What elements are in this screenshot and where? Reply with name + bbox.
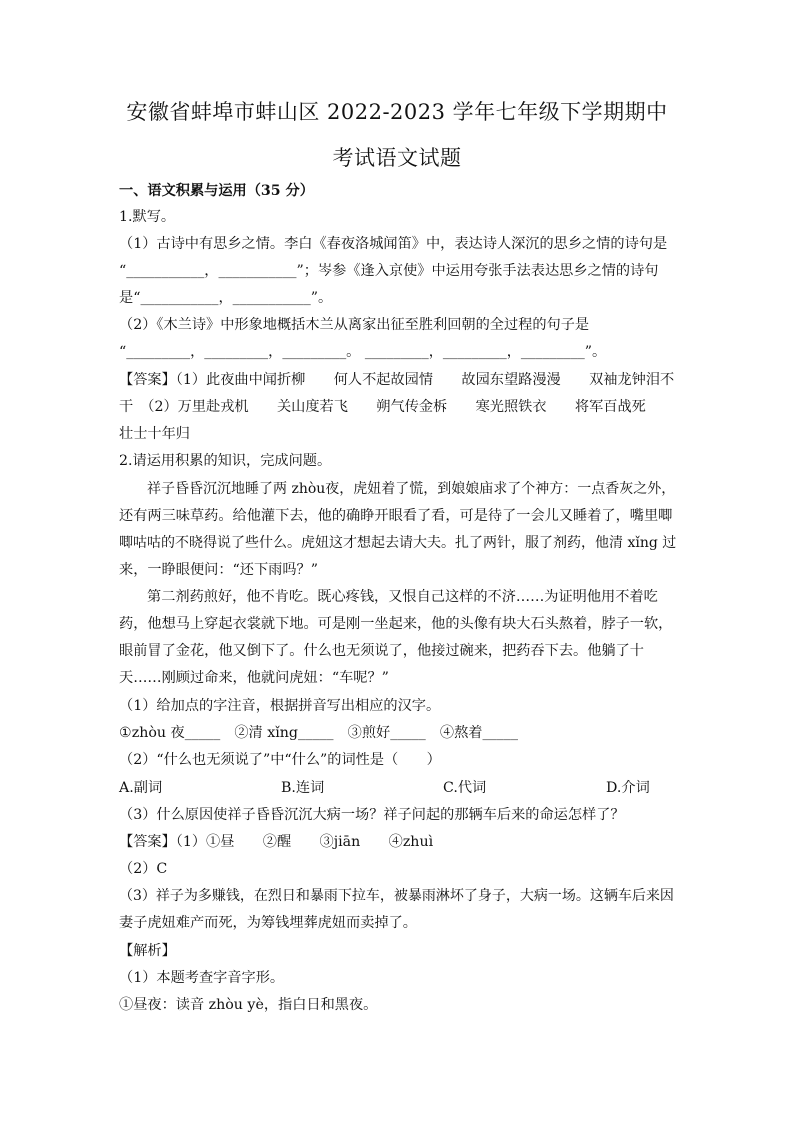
question-1-part2-line2: “_________，_________，_________。 _________，_________，_________”。 bbox=[119, 344, 607, 360]
passage-paragraph1-line4: 来，一睁眼便问：“还下雨吗？” bbox=[119, 562, 318, 578]
question-1-heading: 1.默写。 bbox=[119, 209, 176, 225]
question-2-answer-line4: 妻子虎妞难产而死，为筹钱埋葬虎妞而卖掉了。 bbox=[119, 915, 417, 931]
question-1-answer-line3: 壮士十年归 bbox=[119, 426, 190, 442]
passage-paragraph2-line3: 眼前冒了金花，他又倒下了。什么也无须说了，他接过碗来，把药吞下去。他躺了十 bbox=[119, 643, 644, 659]
option-a: A.副词 bbox=[119, 780, 163, 796]
question-2-answer-line2: （2）C bbox=[119, 861, 168, 877]
question-1-part1-line2: “___________，___________”；岑参《逢入京使》中运用夸张手法表达思乡之情的诗句 bbox=[119, 263, 659, 279]
passage-paragraph2-line1: 第二剂药煎好，他不肯吃。既心疼钱，又恨自己这样的不济……为证明他用不着吃 bbox=[147, 589, 658, 605]
question-1-part2-line1: （2）《木兰诗》中形象地概括木兰从离家出征至胜利回朝的全过程的句子是 bbox=[119, 317, 590, 333]
analysis-line2: ①昼夜：读音 zhòu yè，指白日和黑夜。 bbox=[119, 997, 378, 1013]
passage-paragraph1-line2: 还有两三味草药。给他灌下去，他的确睁开眼看了看，可是待了一会儿又睡着了，嘴里唧 bbox=[119, 508, 673, 524]
question-2-sub2: （2）“什么也无须说了”中“什么”的词性是（ ） bbox=[119, 752, 441, 768]
section-heading: 一、语文积累与运用（35 分） bbox=[119, 183, 314, 199]
question-1-answer-line1: 【答案】（1）此夜曲中闻折柳 何人不起故园情 故园东望路漫漫 双袖龙钟泪不 bbox=[119, 372, 675, 388]
passage-paragraph1-line1: 祥子昏昏沉沉地睡了两 zhòu夜，虎妞着了慌，到娘娘庙求了个神方：一点香灰之外， bbox=[147, 481, 676, 497]
option-b: B.连词 bbox=[281, 780, 325, 796]
document-title-line2: 考试语文试题 bbox=[332, 146, 462, 170]
passage-paragraph1-line3: 唧咕咕的不晓得说了些什么。虎妞这才想起去请大夫。扎了两针，服了剂药，他清 xǐng 过 bbox=[119, 535, 677, 551]
question-1-part1-line1: （1）古诗中有思乡之情。李白《春夜洛城闻笛》中，表达诗人深沉的思乡之情的诗句是 bbox=[119, 236, 668, 252]
passage-paragraph2-line2: 药，他想马上穿起衣裳就下地。可是刚一坐起来，他的头像有块大石头熬着，脖子一软， bbox=[119, 616, 673, 632]
question-1-answer-line2: 干 （2）万里赴戎机 关山度若飞 朔气传金柝 寒光照铁衣 将军百战死 bbox=[119, 399, 646, 415]
question-2-heading: 2.请运用积累的知识，完成问题。 bbox=[119, 453, 332, 469]
question-1-part1-line3: 是“___________，___________”。 bbox=[119, 290, 333, 306]
question-2-answer-line1: 【答案】（1）①昼 ②醒 ③jiān ④zhuì bbox=[119, 834, 434, 850]
document-title-line1: 安徽省蚌埠市蚌山区 2022-2023 学年七年级下学期期中 bbox=[126, 100, 668, 124]
question-2-sub3: （3）什么原因使祥子昏昏沉沉大病一场？祥子问起的那辆车后来的命运怎样了？ bbox=[119, 807, 625, 823]
question-2-sub1-items: ①zhòu 夜_____ ②清 xǐng_____ ③煎好_____ ④熬着_____ bbox=[119, 725, 518, 741]
question-2-sub1: （1）给加点的字注音，根据拼音写出相应的汉字。 bbox=[119, 698, 441, 714]
option-d: D.介词 bbox=[606, 780, 650, 796]
passage-paragraph2-line4: 天……刚顾过命来，他就问虎妞：“车呢？” bbox=[119, 670, 389, 686]
option-c: C.代词 bbox=[443, 780, 487, 796]
question-2-answer-line3: （3）祥子为多赚钱，在烈日和暴雨下拉车，被暴雨淋坏了身子，大病一场。这辆车后来因 bbox=[119, 888, 674, 904]
analysis-line1: （1）本题考查字音字形。 bbox=[119, 970, 285, 986]
analysis-heading: 【解析】 bbox=[119, 943, 176, 959]
